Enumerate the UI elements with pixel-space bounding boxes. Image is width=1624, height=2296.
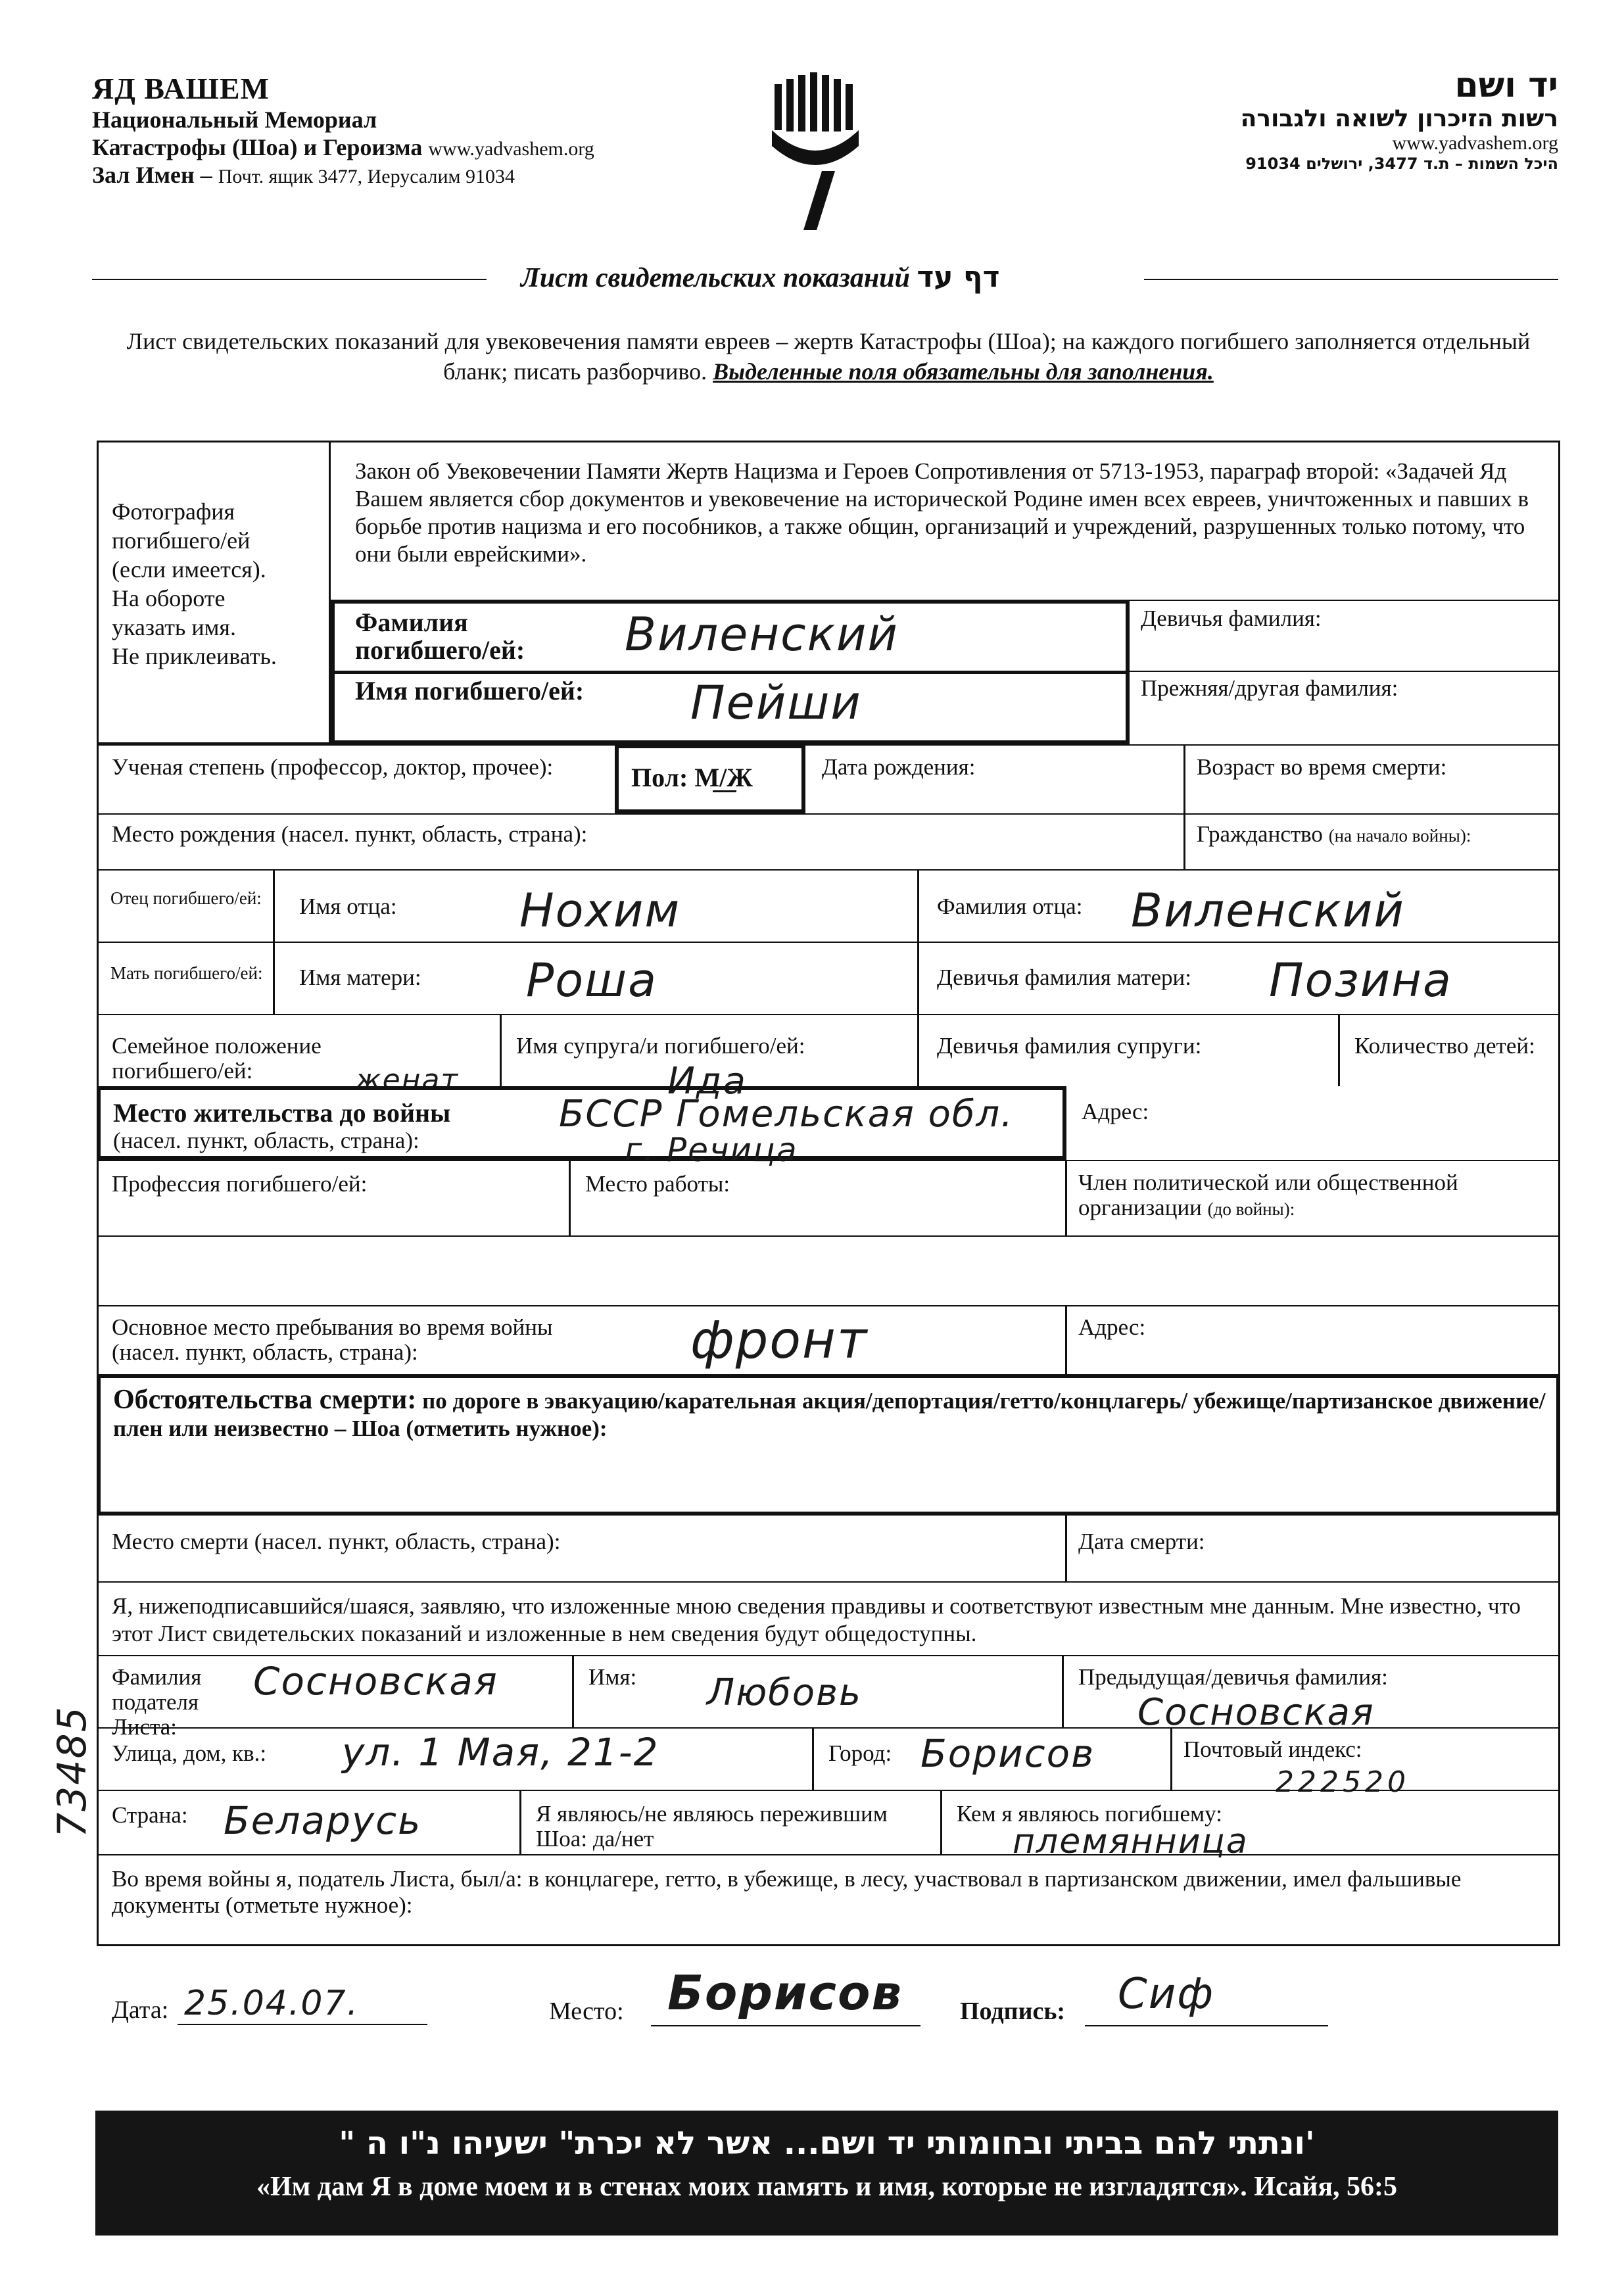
footer-russian-quote: «Им дам Я в доме моем и в стенах моих память и имя, которые не изгладятся». Исайя, 56:5 [256,2172,1398,2202]
wartime-address-label: Адрес: [1078,1314,1146,1340]
mother-name-value: Роша [526,953,657,1007]
rule-submitter-1 [97,1655,1560,1656]
rule-blank [97,1235,1560,1237]
rule-right-mid [1130,671,1560,672]
rule-row3 [97,744,1560,746]
dob-label: Дата рождения: [822,754,976,780]
title-rule-left [92,279,487,280]
org-line-4: Зал Имен – Почт. ящик 3477, Иерусалим 91034 [92,162,515,188]
sex-mark [713,790,736,792]
org-line-2-hebrew: רשות הזיכרון לשואה ולגבורה [1240,105,1558,132]
wartime-label: Основное место пребывания во время войны (насел. пункт, область, страна): [112,1314,553,1365]
death-date-label: Дата смерти: [1078,1529,1205,1554]
rule-family [97,1014,1560,1015]
age-label: Возраст во время смерти: [1197,754,1447,780]
sign-value: Сиф [1118,1970,1214,2019]
org-name: ЯД ВАШЕМ [92,72,270,105]
death-label: Обстоятельства смерти: [113,1385,417,1415]
survivor-label: Я являюсь/не являюсь пережившим Шоа: да/нет [536,1801,888,1852]
residence-address-label: Адрес: [1082,1099,1149,1124]
father-surname-label: Фамилия отца: [937,894,1083,919]
vline-sub-name [572,1655,574,1727]
title-rule-right [1144,279,1558,280]
citizenship-note: (на начало войны): [1328,826,1471,846]
sign-line [1085,2025,1328,2026]
father-name-label: Имя отца: [299,894,397,919]
children-label: Количество детей: [1354,1033,1535,1059]
submitter-surname-label: Фамилия подателя Листа: [112,1664,202,1740]
vline-father [917,869,919,1086]
rule-right-top [1130,600,1560,601]
rule-declaration [97,1581,1560,1583]
submitter-name-label: Имя: [588,1664,637,1690]
submitter-prev-label: Предыдущая/девичья фамилия: [1078,1664,1388,1690]
victim-surname-value: Виленский [625,608,899,661]
father-name-value: Нохим [519,884,681,938]
header-right [1026,66,1558,173]
spouse-value: Ида [667,1060,747,1103]
side-record-number: 73485 [49,1706,95,1838]
birthplace-label: Место рождения (насел. пункт, область, страна): [112,821,588,847]
vline-relation [940,1790,942,1854]
footer-banner [95,2111,1558,2236]
rule-submitter-4 [97,1854,1560,1855]
page-title-hebrew: דף עד [917,260,1000,294]
relation-value: племянница [1013,1822,1249,1861]
profession-label: Профессия погибшего/ей: [112,1171,368,1197]
marital-value: женат [355,1063,460,1097]
intro-text: Лист свидетельских показаний для увековечения памяти евреев – жертв Катастрофы (Шоа); на каждого погибшего заполняется отдельный бланк; писать разборчиво. Выделенные поля обязательны для заполнения. [126,328,1531,385]
rule-work [97,1160,1560,1161]
rule-wartime [97,1305,1560,1306]
country-label: Страна: [112,1802,188,1828]
maiden-name-label: Девичья фамилия: [1141,606,1322,631]
rule-father [97,869,1560,871]
father-side-label: Отец погибшего/ей: [110,888,262,908]
death-circumstances [113,1386,1546,1443]
sign-place-value: Борисов [667,1965,903,2021]
website-hebrew: www.yadvashem.org [1392,132,1558,154]
submitter-surname-value: Сосновская [253,1659,498,1704]
vline-spouse [500,1014,502,1086]
wartime-value: фронт [690,1311,869,1370]
residence-label: Место жительства до войны [113,1098,451,1128]
country-value: Беларусь [224,1798,422,1843]
intro-required-note: Выделенные поля обязательны для заполнения. [713,358,1214,385]
spouse-label: Имя супруга/и погибшего/ей: [516,1033,805,1059]
org-line-3: Катастрофы (Шоа) и Героизма www.yadvashem.org [92,134,594,160]
victim-surname-label: Фамилия погибшего/ей: [355,608,525,665]
header-left [92,71,815,189]
death-place-label: Место смерти (насел. пункт, область, страна): [112,1529,561,1554]
residence-sub-label: (насел. пункт, область, страна): [113,1128,419,1153]
vline-death-date [1065,1516,1067,1581]
relation-label: Кем я являюсь погибшему: [957,1801,1222,1827]
sign-label: Подпись: [960,1997,1066,2025]
postal-address: Почт. ящик 3477, Иерусалим 91034 [218,166,515,187]
father-surname-value: Виленский [1131,884,1405,938]
vline-survivor [519,1790,521,1854]
sign-place-label: Место: [549,1997,624,2025]
submitter-name-value: Любовь [707,1671,863,1714]
yad-vashem-logo [769,72,861,233]
org-line-2: Национальный Мемориал [92,107,377,133]
rule-submitter-2 [97,1727,1560,1729]
submitter-wartime-label: Во время войны я, податель Листа, был/а: в концлагере, гетто, в убежище, в лесу, участвовал в партизанском движении, имел фальшивые документы (отметьте нужное): [112,1866,1462,1918]
declaration-text: Я, нижеподписавшийся/шаяся, заявляю, что изложенные мною сведения правдивы и соответствуют известным мне данным. Мне известно, что этот Лист свидетельских показаний и изложенные в нем сведения будут общедоступны. [112,1593,1521,1646]
mother-side-label: Мать погибшего/ей: [110,963,263,983]
mother-maiden-value: Позина [1269,953,1452,1007]
law-text: Закон об Увековечении Памяти Жертв Нацизма и Героев Сопротивления от 5713-1953, параграф второй: «Задачей Яд Вашем является сбор документов и увековечение на исторической Родине имен всех евреев, уничтоженных и павших в борьбе против нацизма и его пособников, а также общин, организаций и учреждений, разрушенных только потому, что они были еврейскими». [355,458,1529,567]
workplace-label: Место работы: [585,1171,730,1197]
org-name-hebrew: יד ושם [1454,66,1558,105]
vline-member [1065,1160,1067,1235]
city-value: Борисов [920,1731,1095,1776]
website: www.yadvashem.org [428,138,594,160]
degree-label: Ученая степень (профессор, доктор, прочее): [112,754,554,780]
street-value: ул. 1 Мая, 21-2 [342,1730,659,1775]
footer-hebrew-quote: " ונתתי להם בביתי ובחומותי יד ושם... אשר לא יכרת" ישעיהו נ"ו ה' [339,2125,1315,2162]
vline-workplace [569,1160,571,1235]
vline-age [1183,744,1185,869]
other-surname-label: Прежняя/другая фамилия: [1141,675,1398,701]
member-note: (до войны): [1207,1199,1295,1219]
rule-mother [97,942,1560,943]
survivor-options: да/нет [592,1826,654,1852]
rule-row4 [97,813,1560,815]
residence-value-2: г. Речица [625,1131,798,1169]
spouse-maiden-label: Девичья фамилия супруги: [937,1033,1202,1059]
rule-surname-name [331,671,1130,674]
residence-value-1: БССР Гомельская обл. [559,1093,1014,1136]
vline-zip [1170,1727,1172,1790]
vline-city [812,1727,814,1790]
mother-maiden-label: Девичья фамилия матери: [937,965,1191,990]
sign-date-value: 25.04.07. [184,1984,360,2023]
victim-name-value: Пейши [690,676,862,730]
rule-submitter-3 [97,1790,1560,1791]
victim-name-label: Имя погибшего/ей: [355,676,585,706]
submitter-prev-value: Сосновская [1137,1691,1375,1734]
death-options: по дороге в эвакуацию/карательная акция/депортация/гетто/концлагерь/ убежище/партизанское движение/плен или неизвестно – Шоа (отметить нужное): [113,1388,1546,1441]
citizenship-label: Гражданство (на начало войны): [1197,821,1471,847]
city-label: Город: [828,1740,892,1766]
zip-label: Почтовый индекс: [1183,1736,1362,1762]
sex-label: Пол: М/Ж [631,763,753,792]
photo-note: Фотография погибшего/ей (если имеется). На обороте указать имя. Не приклеивать. [112,498,277,669]
member-label: Член политической или общественной организации (до войны): [1078,1170,1458,1220]
vline-children [1338,1014,1340,1086]
sign-place-line [651,2025,920,2026]
marital-label: Семейное положение погибшего/ей: [112,1033,322,1084]
postal-address-hebrew: היכל השמות – ת.ד 3477, ירושלים 91034 [1245,155,1558,173]
vline-sub-prev [1062,1655,1064,1727]
mother-name-label: Имя матери: [299,965,421,990]
zip-value: 222520 [1276,1765,1410,1799]
sign-date-label: Дата: [112,1996,169,2024]
sign-date-line [178,2024,427,2025]
street-label: Улица, дом, кв.: [112,1740,267,1766]
vline-wartime [1065,1305,1067,1374]
page-title: Лист свидетельских показаний דף עד [521,260,1000,294]
